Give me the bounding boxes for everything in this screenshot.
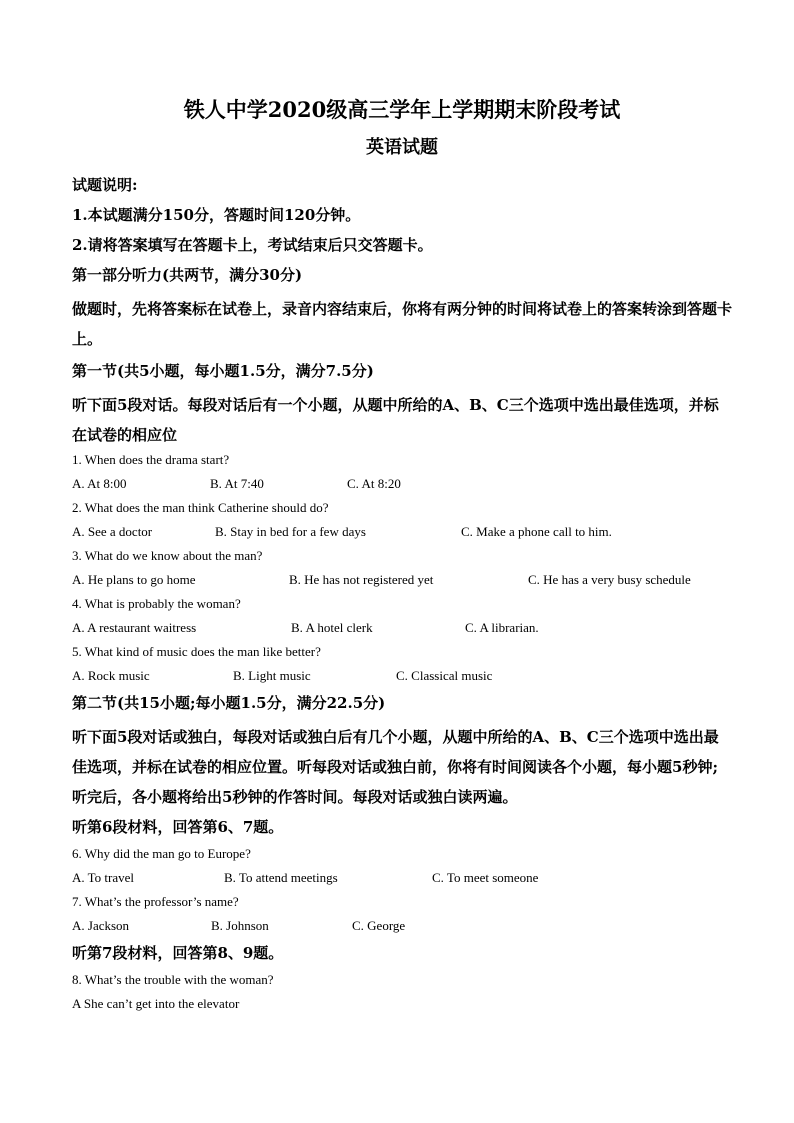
option: B. At 7:40	[210, 476, 264, 491]
part1-heading: 第一部分听力(共两节，满分30分)	[72, 266, 303, 284]
option: C. Make a phone call to him.	[461, 524, 612, 539]
question-1: 1. When does the drama start?	[72, 452, 230, 467]
question-7: 7. What’s the professor’s name?	[72, 894, 239, 909]
section1-note: 听下面5段对话。每段对话后有一个小题，从题中所给的A、B、C三个选项中选出最佳选项，并标在试卷的相应位	[72, 396, 719, 444]
option: A. Rock music	[72, 668, 150, 683]
options-4	[72, 620, 732, 636]
options-2	[72, 524, 732, 540]
question-8: 8. What’s the trouble with the woman?	[72, 972, 274, 987]
option: A She can’t get into the elevator	[72, 996, 240, 1011]
question-4: 4. What is probably the woman?	[72, 596, 241, 611]
section2-heading: 第二节(共15小题;每小题1.5分，满分22.5分)	[72, 694, 386, 712]
option: A. He plans to go home	[72, 572, 196, 587]
option: B. Light music	[233, 668, 311, 683]
option: C. George	[352, 918, 406, 933]
option: B. He has not registered yet	[289, 572, 434, 587]
option: A. See a doctor	[72, 524, 153, 539]
option: A. To travel	[72, 870, 135, 885]
exam-page	[72, 96, 732, 1020]
question-6: 6. Why did the man go to Europe?	[72, 846, 251, 861]
options-5	[72, 668, 732, 684]
options-6	[72, 870, 732, 886]
exam-title: 铁人中学2020级高三学年上学期期末阶段考试	[183, 97, 621, 122]
options-8	[72, 996, 732, 1012]
options-3	[72, 572, 732, 588]
question-2: 2. What does the man think Catherine should do?	[72, 500, 329, 515]
option: B. A hotel clerk	[291, 620, 373, 635]
section1-heading: 第一节(共5小题，每小题1.5分，满分7.5分)	[72, 362, 374, 380]
option: C. To meet someone	[432, 870, 539, 885]
option: B. Stay in bed for a few days	[215, 524, 366, 539]
option: B. Johnson	[211, 918, 269, 933]
option: C. At 8:20	[347, 476, 401, 491]
instruction-item: 1.本试题满分150分，答题时间120分钟。	[72, 206, 361, 224]
option: C. Classical music	[396, 668, 493, 683]
option: A. At 8:00	[72, 476, 127, 491]
option: A. Jackson	[72, 918, 130, 933]
options-7	[72, 918, 732, 934]
group-label: 听第6段材料，回答第6、7题。	[72, 818, 284, 836]
group-label: 听第7段材料，回答第8、9题。	[72, 944, 284, 962]
options-1	[72, 476, 732, 492]
option: A. A restaurant waitress	[72, 620, 197, 635]
instructions-heading: 试题说明:	[72, 176, 138, 194]
part1-note: 做题时，先将答案标在试卷上，录音内容结束后，你将有两分钟的时间将试卷上的答案转涂到答题卡上。	[72, 300, 733, 348]
option: C. A librarian.	[465, 620, 539, 635]
question-3: 3. What do we know about the man?	[72, 548, 263, 563]
option: C. He has a very busy schedule	[528, 572, 691, 587]
section2-note: 听下面5段对话或独白，每段对话或独白后有几个小题，从题中所给的A、B、C三个选项中选出最佳选项，并标在试卷的相应位置。听每段对话或独白前，你将有时间阅读各个小题，每小题5秒钟;听完后，各小题将给出5秒钟的作答时间。每段对话或独白读两遍。	[72, 728, 719, 806]
exam-subtitle: 英语试题	[366, 137, 438, 158]
instruction-item: 2.请将答案填写在答题卡上，考试结束后只交答题卡。	[72, 236, 433, 254]
question-5: 5. What kind of music does the man like better?	[72, 644, 321, 659]
option: B. To attend meetings	[224, 870, 338, 885]
